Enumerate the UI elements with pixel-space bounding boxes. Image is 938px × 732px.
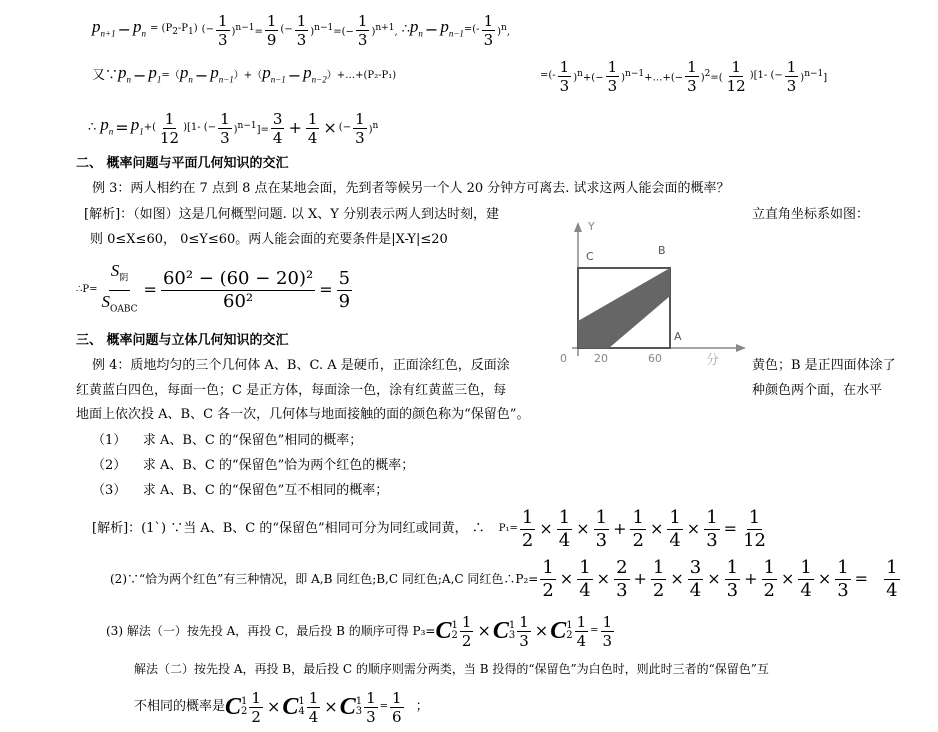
because-symbol: 又∵ [92,68,119,83]
section-2-title: 二、 概率问题与平面几何知识的交汇 [76,156,289,171]
fraction: $\frac{1}{3}$ [296,11,307,49]
x-axis-arrow [736,344,746,352]
p-symbol: $p_n$ [132,16,146,39]
equation-line-2-right: =(- $\frac{1}{3}$ )$^n$+(− $\frac{1}{3}$ )$^{n-1}$+…+(− $\frac{1}{3}$ )$^2$=( $\frac{1}{12}$ )[1- (− $\frac{1}{3}$ )$^{n-1}$] [540,57,828,95]
fraction: $\frac{1}{3}$ [483,11,494,49]
solution-3a: (3) 解法（一）按先投 A，再投 C，最后投 B 的顺序可得 P₃= C 1 2 $\frac{1}{2}$ × C 1 3 $\frac{1}{3}$ × C 1 2 $\frac{1}{4}$ = $\frac{1}{3}$ [106,612,613,650]
equation-line-1: $p_{n+1}$ − $p_n$ = $(P_2-P_1)$ (− $\frac{1}{3}$ )$^{n-1}$= $\frac{1}{9}$ (− $\frac{1}{3}$ )$^{n-1}$=(− $\frac{1}{3}$ )$^{n+1}$, ∴ $p_n$ − $p_{n-1}$ =(- $\frac{1}{3}$ )$^n$, [92,11,510,49]
minus-op: − [117,20,131,39]
equation-line-2: 又∵ $p_n$ − $p_1$ =（ $p_n$ − $p_{n-1}$ ）+（ $p_{n-1}$ − $p_{n-2}$ ）+…+(P₂-P₁) [92,62,397,85]
equation-line-3: ∴ $p_n$ = $p_1$ +( $\frac{1}{12}$ )[1- (− $\frac{1}{3}$ )$^{n-1}$]= $\frac{3}{4}$ + $\frac{1}{4}$ × (− $\frac{1}{3}$ )$^n$ [88,109,379,147]
label-y: Y [588,220,595,233]
label-a: A [674,330,682,343]
therefore-symbol: ∴ [401,22,410,37]
label-60: 60 [648,352,662,365]
label-o: 0 [560,352,567,365]
fraction: $\frac{1}{3}$ [217,11,228,49]
p-symbol: $p_{n+1}$ [92,16,116,39]
example-3-problem: 例 3：两人相约在 7 点到 8 点在某地会面，先到者等候另一个人 20 分钟方可离去. 试求这两人能会面的概率？ [92,181,730,196]
solution-2: (2)∵“恰为两个红色”有三种情况，即 A,B 同红色;B,C 同红色;A,C 同红色∴P₂= $\frac{1}{2}$ × $\frac{1}{4}$ × $\frac{2}{3}$ + $\frac{1}{2}$ × $\frac{3}{4}$ × $\frac{1}{3}$ + $\frac{1}{2}$ × $\frac{1}{4}$ × $\frac{1}{3}$ = $\frac{1}{4}$ [110,556,898,601]
label-c: C [586,250,594,263]
question-2: （2） 求 A、B、C 的“保留色”恰为两个红色的概率； [92,458,415,473]
solution-3c: 不相同的概率是 C 1 2 $\frac{1}{2}$ × C 1 4 $\frac{1}{4}$ × C 1 3 $\frac{1}{3}$ = $\frac{1}{6}$ ； [134,688,429,726]
question-3: （3） 求 A、B、C 的“保留色”互不相同的概率； [92,483,389,498]
question-1: （1） 求 A、B、C 的“保留色”相同的概率； [92,433,363,448]
coordinate-figure [552,216,748,386]
solution-1: [解析]：(1`) ∵当 A、B、C 的“保留色”相同可分为同红或同黄， ∴ P₁= $\frac{1}{2}$ × $\frac{1}{4}$ × $\frac{1}{3}$ + $\frac{1}{2}$ × $\frac{1}{4}$ × $\frac{1}{3}$ = $\frac{1}{12}$ [92,506,766,551]
fraction: $\frac{1}{9}$ [266,11,277,49]
label-b: B [658,244,666,257]
label-20: 20 [594,352,608,365]
fraction: $\frac{1}{3}$ [357,11,368,49]
eq-mid: = $(P_2-P_1)$ [149,22,198,37]
section-3-title: 三、 概率问题与立体几何知识的交汇 [76,333,289,348]
example-4-line3: 地面上依次投 A、B、C 各一次，几何体与地面接触的面的颜色称为“保留色”。 [76,407,530,422]
label-x: 分 [706,353,720,368]
example-4-line2b: 种颜色两个面，在水平 [752,383,883,398]
example-4-line1a: 例 4：质地均匀的三个几何体 A、B、C. A 是硬币，正面涂红色，反面涂 [92,358,510,373]
example-4-line2a: 红黄蓝白四色，每面一色；C 是正方体，每面涂一色，涂有红黄蓝三色，每 [76,383,507,398]
example-3-analysis-b: 立直角坐标系如图： [752,207,870,222]
solution-3b: 解法（二）按先投 A，再投 B，最后投 C 的顺序则需分两类，当 B 投得的“保留色”为白色时，则此时三者的“保留色”互 [134,662,769,676]
example-3-analysis-a: [解析]：（如图）这是几何概型问题. 以 X、Y 分别表示两人到达时刻，建 [84,207,500,222]
y-axis-arrow [574,222,582,232]
example-3-condition: 则 0≤X≤60， 0≤Y≤60。两人能会面的充要条件是|X-Y|≤20 [90,232,448,247]
example-3-formula: ∴P= $\frac{S_阴}{S_{OABC}}$ = $\frac{\text{60² − (60 − 20)²}}{\text{60²}}$ = $\frac{5}{9}$ [76,260,351,315]
example-4-line1b: 黄色；B 是正四面体涂了 [752,358,896,373]
